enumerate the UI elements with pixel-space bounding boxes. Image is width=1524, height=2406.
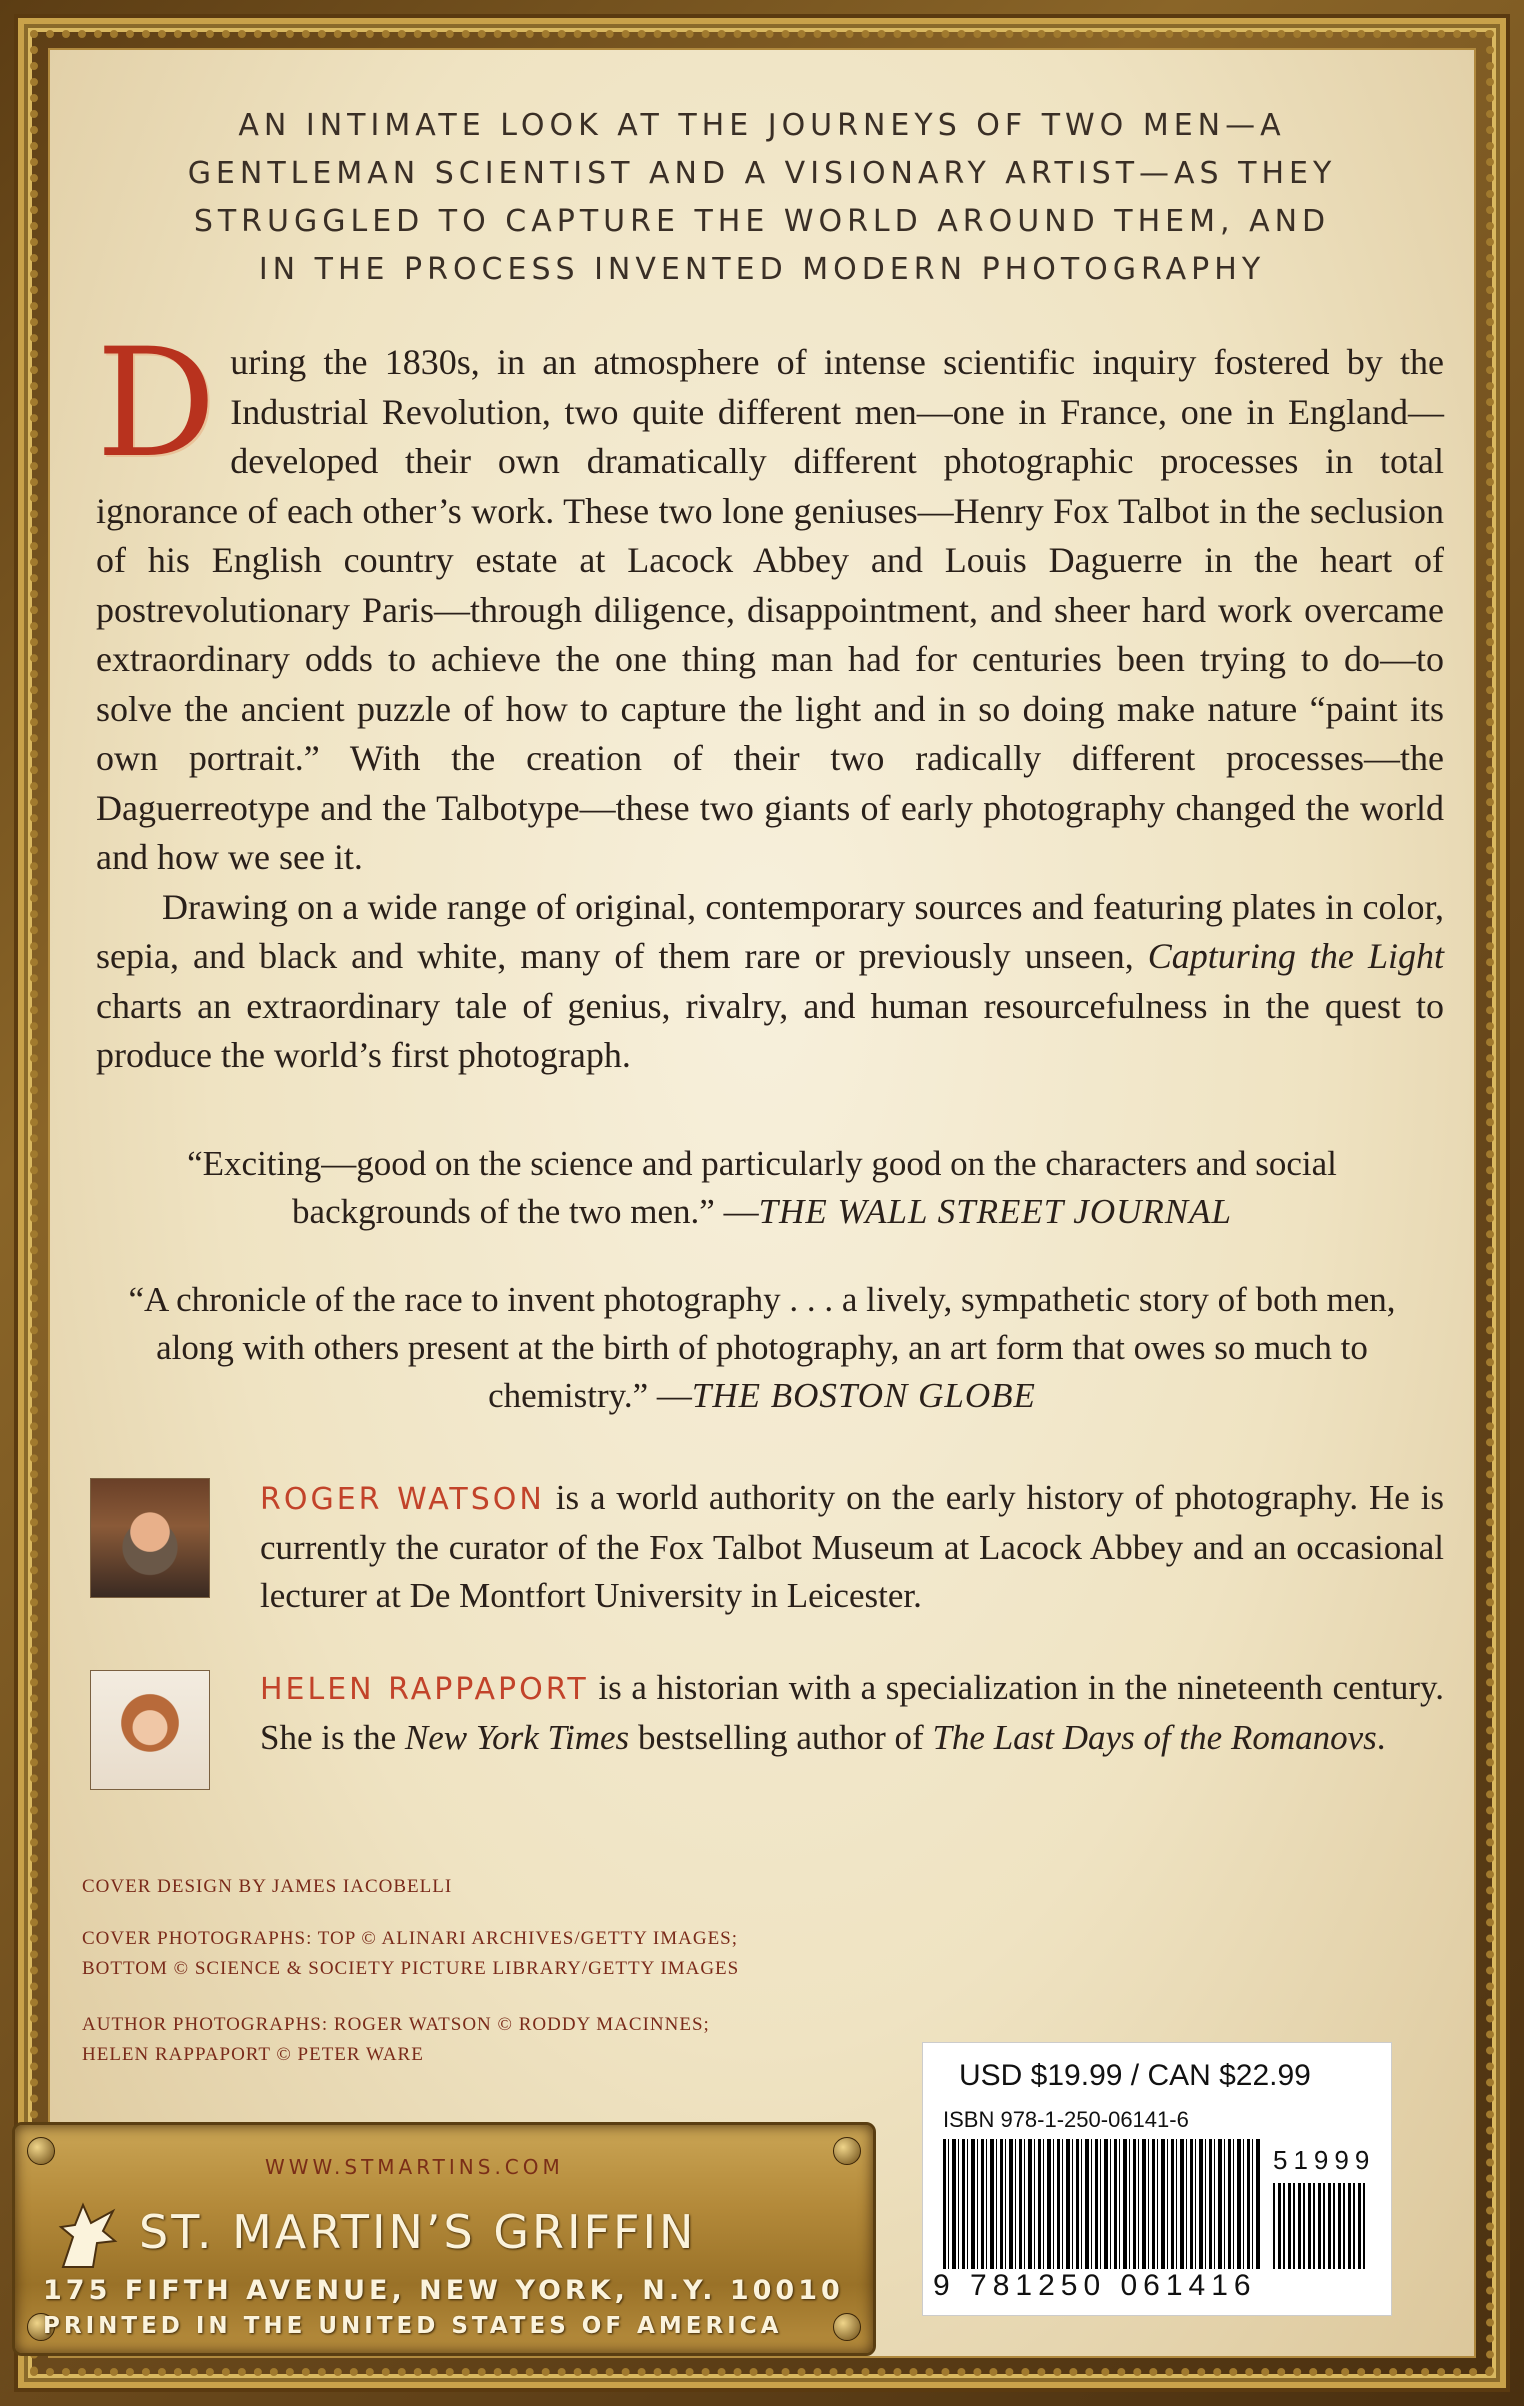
author-credit-line-1: AUTHOR PHOTOGRAPHS: ROGER WATSON © RODDY MACINNES; [82,2014,710,2035]
publisher-plaque [12,2122,876,2356]
addon-barcode [1273,2183,1365,2269]
description-paragraph-2 [96,883,1444,1081]
rivet-icon [833,2137,861,2165]
description-paragraph-1 [96,317,1444,883]
newspaper-title: New York Times [404,1718,630,1757]
quote-1-text: “Exciting—good on the science and particularly good on the characters and social backgrounds of the two men.” — [187,1144,1337,1231]
author-photo-watson [90,1478,210,1598]
ean-barcode [943,2139,1261,2269]
author-name-rappaport: HELEN RAPPAPORT [260,1672,589,1707]
headline-line-2: GENTLEMAN SCIENTIST AND A VISIONARY ARTIST—AS THEY [187,156,1337,191]
design-credit-line: COVER DESIGN BY JAMES IACOBELLI [82,1876,453,1897]
author-name-watson: ROGER WATSON [260,1482,545,1517]
photo-credit-line-2: BOTTOM © SCIENCE & SOCIETY PICTURE LIBRARY/GETTY IMAGES [82,1958,740,1979]
headline-line-3: STRUGGLED TO CAPTURE THE WORLD AROUND THEM, AND [193,204,1331,239]
book-title: Capturing the Light [1147,936,1445,976]
description [96,317,1445,1081]
publisher-address: 175 FIFTH AVENUE, NEW YORK, N.Y. 10010 [43,2275,844,2306]
drop-cap: D [96,317,217,491]
printed-in: PRINTED IN THE UNITED STATES OF AMERICA [43,2313,783,2339]
photo-credit-line-1: COVER PHOTOGRAPHS: TOP © ALINARI ARCHIVES/GETTY IMAGES; [82,1928,739,1949]
ean-digits: 9 781250 061416 [933,2269,1257,2302]
review-quote-2 [120,1276,1404,1420]
author-photo-rappaport [90,1670,210,1790]
review-quote-1 [120,1140,1404,1236]
paragraph-2-start: Drawing on a wide range of original, contemporary sources and featuring plates in color, sepia, and black and white, many of them rare or previously unseen, [96,886,1444,976]
quote-1-source: THE WALL STREET JOURNAL [758,1192,1232,1231]
author-photo-credits [82,2010,982,2070]
watson-bio: is a world authority on the early history of photography. He is currently the curator of the Fox Talbot Museum at Lacock Abbey and an occasional lecturer at De Montfort University in Leicester. [260,1478,1445,1615]
author-bio-watson [90,1474,1444,1620]
rappaport-bio-end: . [1376,1718,1386,1757]
headline-line-4: IN THE PROCESS INVENTED MODERN PHOTOGRAPHY [258,252,1266,287]
paragraph-2-end: charts an extraordinary tale of genius, rivalry, and human resourcefulness in the quest to produce the world’s first photograph. [96,985,1444,1075]
rivet-icon [833,2313,861,2341]
author-bio-rappaport [90,1664,1444,1762]
griffin-logo-icon [53,2197,123,2277]
addon-digits: 51999 [1273,2145,1376,2175]
paragraph-1-text: uring the 1830s, in an atmosphere of intense scientific inquiry fostered by the Industrial Revolution, two quite different men—one in France, one in England—developed their own dramatically different photographic processes in total ignorance of each other’s work. These two lone geniuses—Henry Fox Talbot in the seclusion of his English country estate at Lacock Abbey and Louis Daguerre in the heart of postrevolutionary Paris—through diligence, disappointment, and sheer hard work overcame extraordinary odds to achieve the one thing man had for centuries been trying to do—to solve the ancient puzzle of how to capture the light and in so doing make nature “paint its own portrait.” With the creation of their two radically different processes—the Daguerreotype and the Talbotype—these two giants of early photography changed the world and how we see it. [96,342,1444,877]
rappaport-bio-text [260,1664,1444,1762]
headline [130,102,1394,294]
watson-bio-text [260,1474,1444,1620]
cover-photo-credits [82,1924,982,1984]
headline-line-1: AN INTIMATE LOOK AT THE JOURNEYS OF TWO MEN—A [238,108,1286,143]
isbn: ISBN 978-1-250-06141-6 [943,2107,1189,2132]
rappaport-book-title: The Last Days of the Romanovs [932,1718,1377,1757]
quote-2-text: “A chronicle of the race to invent photography . . . a lively, sympathetic story of both men, along with others present at the birth of photography, an art form that owes so much to chemistry.” — [128,1280,1396,1415]
publisher-url: WWW.STMARTINS.COM [265,2155,564,2179]
author-credit-line-2: HELEN RAPPAPORT © PETER WARE [82,2044,424,2065]
publisher-name: ST. MARTIN’S GRIFFIN [139,2205,697,2259]
rappaport-bio-start: is a historian with a specialization in the nineteenth century. She is the [260,1668,1444,1757]
rappaport-bio-mid: bestselling author of [629,1718,933,1757]
rivet-icon [27,2137,55,2165]
cover-design-credit [82,1872,982,1902]
quote-2-source: THE BOSTON GLOBE [691,1376,1036,1415]
price: USD $19.99 / CAN $22.99 [959,2059,1311,2092]
barcode-panel [922,2042,1392,2316]
